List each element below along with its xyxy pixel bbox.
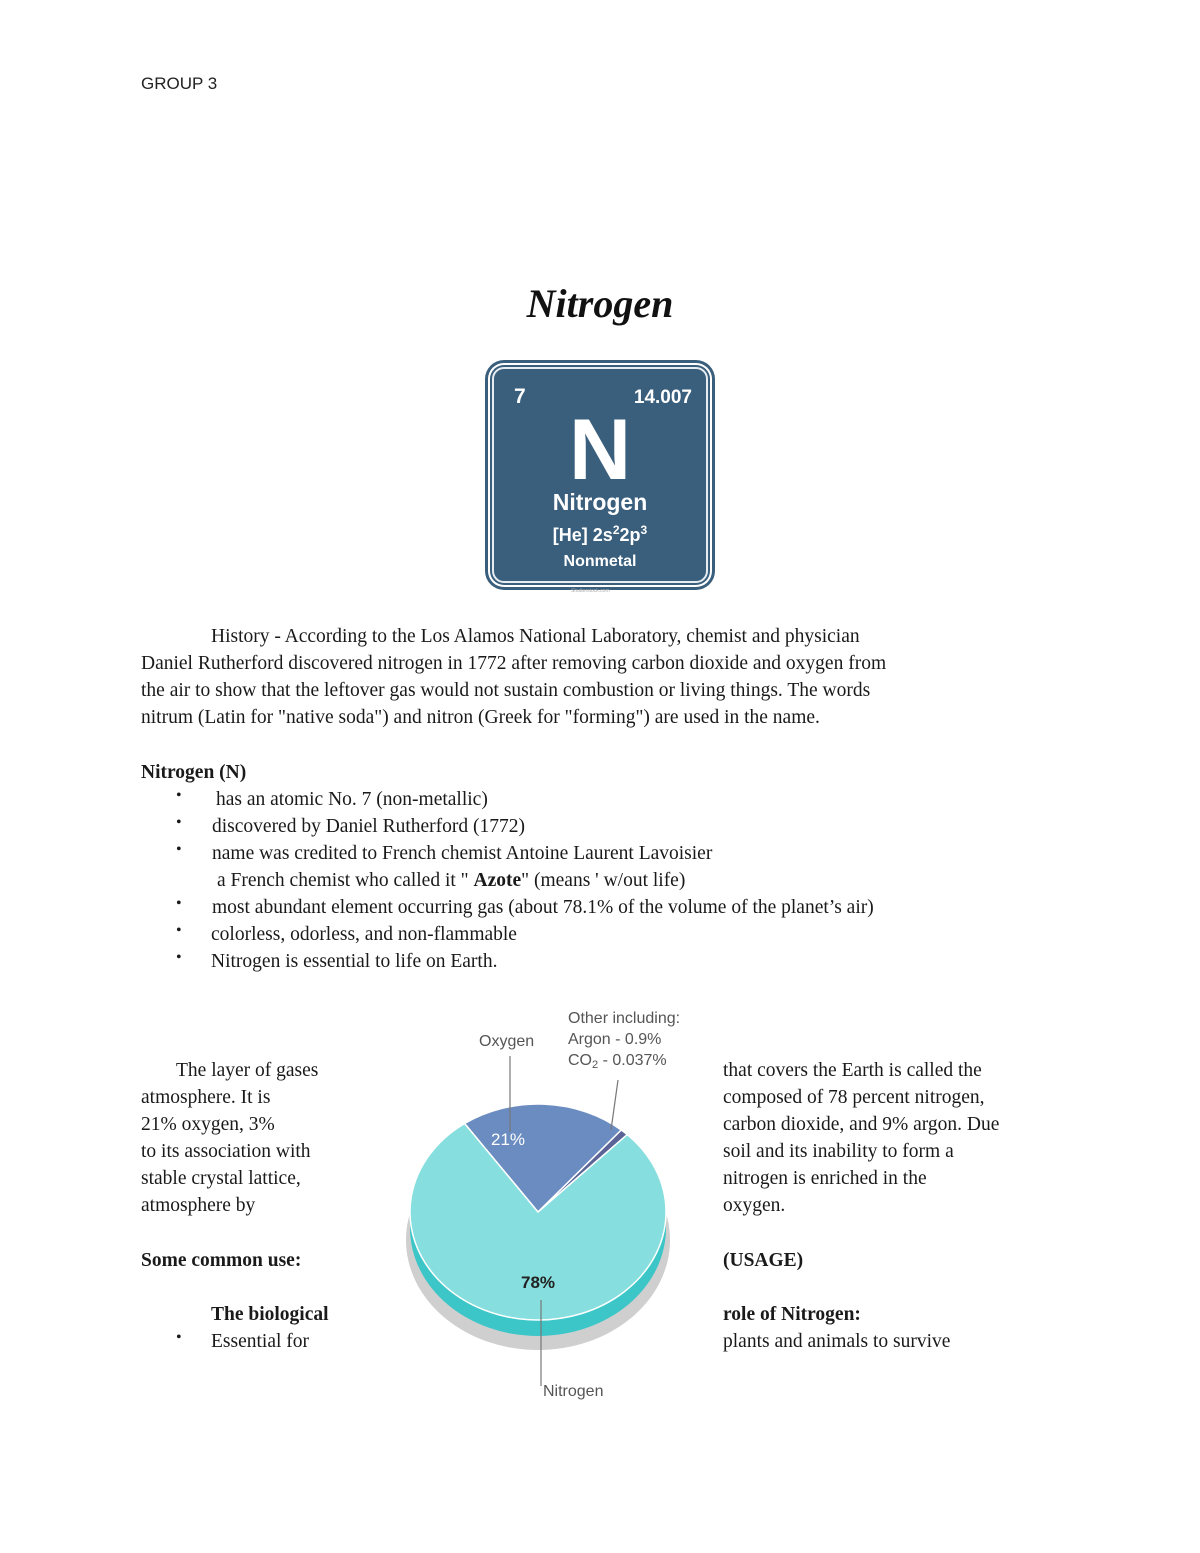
fact-item: Nitrogen is essential to life on Earth. bbox=[211, 951, 498, 972]
bullet-dot: • bbox=[176, 922, 182, 939]
left-line: atmosphere. It is bbox=[141, 1087, 271, 1108]
bullet-dot: • bbox=[176, 787, 182, 804]
history-line-1: History - According to the Los Alamos National Laboratory, chemist and physician bbox=[211, 626, 860, 647]
argon-label: Argon - 0.9% bbox=[568, 1031, 662, 1048]
right-line: that covers the Earth is called the bbox=[723, 1060, 982, 1081]
right-line: oxygen. bbox=[723, 1195, 786, 1216]
fact-item: name was credited to French chemist Antoine Laurent Lavoisier bbox=[212, 843, 713, 864]
left-bullet-text: Essential for bbox=[211, 1331, 310, 1352]
config-p-sup: 3 bbox=[640, 523, 648, 537]
fact-item: has an atomic No. 7 (non-metallic) bbox=[216, 789, 488, 810]
element-classification: Nonmetal bbox=[563, 553, 637, 570]
config-s-sup: 2 bbox=[612, 523, 620, 537]
right-line: soil and its inability to form a bbox=[723, 1141, 954, 1162]
history-line-2: Daniel Rutherford discovered nitrogen in 1772 after removing carbon dioxide and oxygen from bbox=[141, 653, 887, 674]
other-leader bbox=[611, 1080, 618, 1130]
fact-item-continuation bbox=[217, 867, 685, 894]
right-line: composed of 78 percent nitrogen, bbox=[723, 1087, 985, 1108]
bullet-dot: • bbox=[176, 814, 182, 831]
element-tile bbox=[488, 363, 712, 587]
right-line: carbon dioxide, and 9% argon. Due bbox=[723, 1114, 1000, 1135]
continuation-pre: a French chemist who called it " bbox=[217, 870, 474, 891]
right-line: nitrogen is enriched in the bbox=[723, 1168, 927, 1189]
left-line: atmosphere by bbox=[141, 1195, 256, 1216]
plants-text: plants and animals to survive bbox=[723, 1331, 951, 1352]
use-heading: Some common use: bbox=[141, 1250, 302, 1271]
left-line: The layer of gases bbox=[176, 1060, 319, 1081]
image-credit: Shutterstock.com bbox=[571, 588, 610, 594]
atmosphere-pie-chart bbox=[400, 1000, 700, 1410]
bullet-dot: • bbox=[176, 949, 182, 966]
co2-label bbox=[568, 1052, 667, 1071]
history-line-4: nitrum (Latin for "native soda") and nitron (Greek for "forming") are used in the name. bbox=[141, 707, 820, 728]
bio-heading: The biological bbox=[211, 1304, 329, 1325]
oxygen-label: Oxygen bbox=[479, 1033, 535, 1050]
page-title: Nitrogen bbox=[526, 281, 674, 326]
co2-subscript: 2 bbox=[592, 1059, 599, 1071]
config-prefix: [He] 2s bbox=[552, 525, 613, 545]
nitrogen-label: Nitrogen bbox=[543, 1383, 604, 1400]
fact-item: most abundant element occurring gas (about 78.1% of the volume of the planet’s air) bbox=[212, 897, 874, 918]
left-line: 21% oxygen, 3% bbox=[141, 1114, 275, 1135]
element-symbol: N bbox=[568, 402, 632, 498]
role-heading: role of Nitrogen: bbox=[723, 1304, 861, 1325]
oxygen-value: 21% bbox=[491, 1130, 526, 1149]
nitrogen-value: 78% bbox=[521, 1273, 556, 1292]
config-p: 2p bbox=[619, 525, 641, 545]
left-line: to its association with bbox=[141, 1141, 311, 1162]
history-line-3: the air to show that the leftover gas would not sustain combustion or living things. The words bbox=[141, 680, 871, 701]
electron-configuration bbox=[488, 523, 712, 546]
co2-value: - 0.037% bbox=[598, 1052, 667, 1069]
atomic-number: 7 bbox=[514, 385, 526, 408]
fact-item: colorless, odorless, and non-flammable bbox=[211, 924, 517, 945]
facts-heading: Nitrogen (N) bbox=[141, 762, 247, 783]
continuation-post: " (means ' w/out life) bbox=[521, 870, 686, 891]
bullet-dot: • bbox=[176, 841, 182, 858]
bullet-dot: • bbox=[176, 895, 182, 912]
atomic-mass: 14.007 bbox=[633, 387, 692, 408]
usage-heading: (USAGE) bbox=[723, 1250, 804, 1271]
other-label: Other including: bbox=[568, 1010, 681, 1027]
left-line: stable crystal lattice, bbox=[141, 1168, 301, 1189]
element-name: Nitrogen bbox=[552, 489, 648, 515]
azote-term: Azote bbox=[473, 870, 522, 891]
co2-formula: CO bbox=[568, 1052, 592, 1069]
header-group: GROUP 3 bbox=[141, 74, 218, 93]
bullet-dot: • bbox=[176, 1329, 182, 1346]
fact-item: discovered by Daniel Rutherford (1772) bbox=[212, 816, 525, 837]
